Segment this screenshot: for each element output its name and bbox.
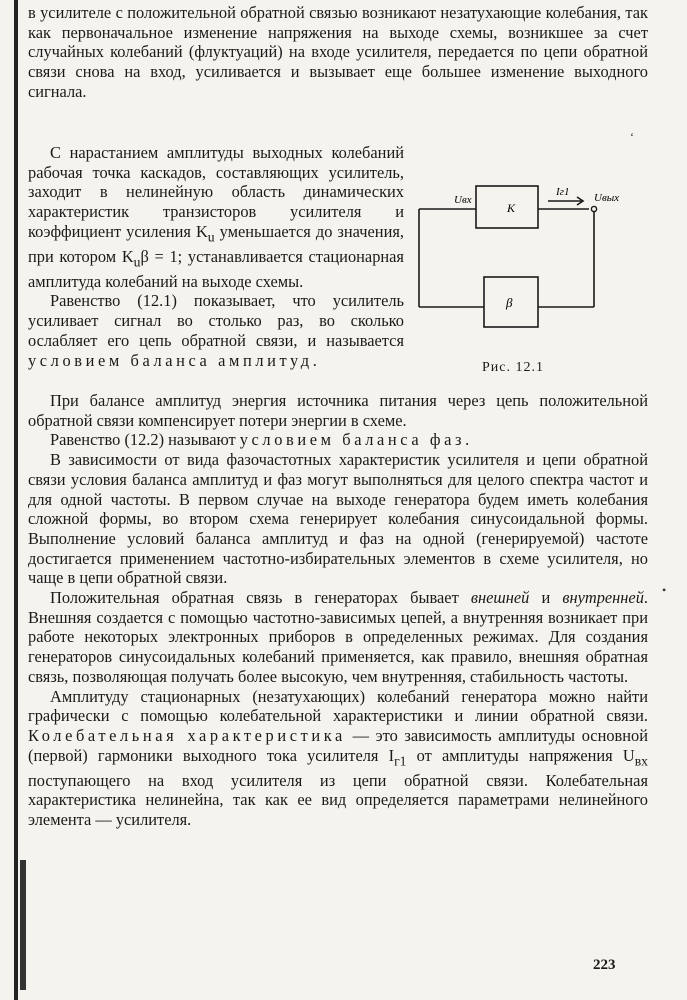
subscript-u-2: u bbox=[133, 254, 141, 270]
text-feedback-1: Положительная обратная связь в генераторах бывает bbox=[50, 588, 471, 608]
margin-dot: • bbox=[662, 583, 667, 597]
output-terminal bbox=[591, 206, 596, 211]
subscript-u: u bbox=[207, 229, 215, 245]
term-oscillation-characteristic: Колебательная характеристика bbox=[28, 725, 346, 745]
text-growth-2: уменьшается до значения, при котором K bbox=[28, 221, 404, 266]
term-internal: внутренней bbox=[562, 588, 644, 608]
term-amplitude-balance: условием баланса амплитуд. bbox=[28, 350, 321, 370]
text-equality-2: Равенство (12.2) называют bbox=[50, 430, 240, 450]
binding-shadow bbox=[20, 860, 26, 990]
page-number: 223 bbox=[593, 957, 616, 973]
text-amplitude-3: от амплитуды напряжения U bbox=[406, 745, 635, 765]
current-label: Iг1 bbox=[556, 186, 570, 198]
paragraph-oscillation-characteristic bbox=[28, 687, 648, 830]
subscript-r1: г1 bbox=[394, 752, 407, 768]
paragraph-dependence: В зависимости от вида фазочастотных характеристик усилителя и цепи обратной связи условия баланса амплитуд и фаз могут выполняться для целого спектра частот и для одной частоты. В первом случае на выходе генератора будем иметь колебания сложной формы, во втором схема генерирует колебания синусоидальной формы. Выполнение условий баланса амплитуд и фаз на одной (генерируемой) частоте достигается применением частотно-избирательных элементов в схеме усилителя, но чаще в цепи обратной связи. bbox=[28, 450, 648, 588]
term-phase-balance: условием баланса фаз. bbox=[239, 430, 473, 450]
paragraph-energy: При балансе амплитуд энергия источника питания через цепь положительной обратной связи компенсирует потери энергии в схеме. bbox=[28, 391, 648, 430]
subscript-vx: вх bbox=[634, 752, 648, 768]
text-growth-3: β = 1; устанавливается стационарная амплитуда колебаний на выходе схемы. bbox=[28, 246, 404, 291]
text-amplitude-1: Амплитуду стационарных (незатухающих) колебаний генератора можно найти графически с помощью колебательной характеристики и линии обратной связи. bbox=[28, 686, 648, 726]
text-feedback-2: . Внешняя создается с помощью частотно-зависимых цепей, а внутренняя возникает при работе некоторых электронных приборов в определенных режимах. Для создания генераторов синусоидальных колебаний применяется, как правило, внешняя обратная связь, позволяющая получать более высокую, чем внутренняя, стабильность частоты. bbox=[28, 588, 649, 686]
text-amplitude-4: поступающего на вход усилителя из цепи обратной связи. Колебательная характеристика нелинейна, так как ее вид определяется параметрами нелинейного элемента — усилителя. bbox=[28, 770, 648, 830]
input-voltage-label: Uвх bbox=[454, 194, 472, 206]
figure-12-1 bbox=[414, 183, 648, 391]
text-block-bottom bbox=[28, 391, 648, 830]
text-block-top bbox=[28, 3, 648, 102]
amplifier-block-label: K bbox=[507, 201, 516, 215]
paragraph-equality-2 bbox=[28, 430, 648, 450]
binding-edge bbox=[14, 0, 18, 1000]
text-block-with-figure bbox=[28, 143, 648, 391]
term-external: внешней bbox=[470, 588, 530, 608]
output-voltage-label: Uвых bbox=[594, 192, 620, 204]
text-growth-1: С нарастанием амплитуды выходных колебаний рабочая точка каскадов, составляющих усилитель, заходит в нелинейную область динамических характеристик транзисторов усилителя и коэффициент усиления K bbox=[28, 143, 404, 241]
paragraph-feedback-types bbox=[28, 588, 648, 687]
text-amplitude-2: — это зависимость амплитуды основной (первой) гармоники выходного тока усилителя I bbox=[28, 725, 649, 765]
text-equality-1: Равенство (12.1) показывает, что усилитель усиливает сигнал во столько раз, во сколько ослабляет его цепь обратной связи, и называется bbox=[28, 291, 404, 350]
paragraph-positive-feedback: в усилителе с положительной обратной связью возникают незатухающие колебания, так как первоначальное изменение напряжения на выходе схемы, возникшее за счет случайных колебаний (флуктуаций) на входе усилителя, передается по цепи обратной связи снова на вход, усиливается и вызывает еще большее изменение выходного сигнала. bbox=[28, 3, 648, 101]
text-and: и bbox=[529, 588, 563, 608]
margin-mark: ‘ bbox=[630, 130, 634, 144]
figure-caption: Рис. 12.1 bbox=[482, 360, 544, 375]
feedback-block-label: β bbox=[506, 295, 513, 310]
